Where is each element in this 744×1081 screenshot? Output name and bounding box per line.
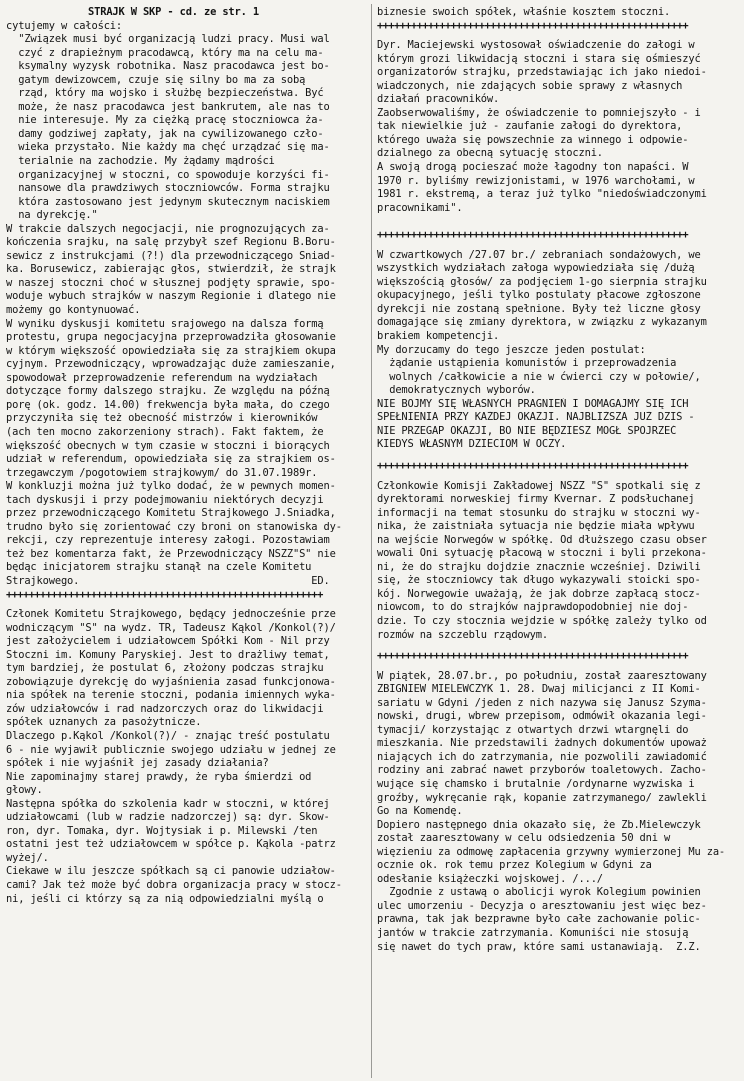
text-line: Dyr. Maciejewski wystosował oświadczenie do załogi w bbox=[377, 39, 695, 52]
text-line: udziałowcami (lub w radzie nadzorczej) są: dyr. Skow- bbox=[6, 811, 330, 824]
text-line: NIE PRZEGAP OKAZJI, BO NIE BĘDZIESZ MOGŁ SPOJRZEĆ bbox=[377, 424, 677, 437]
text-line: wowali Oni sytuację płacową w stoczni i byli przekona- bbox=[377, 547, 707, 560]
sondaz-article-text bbox=[377, 249, 738, 452]
text-line: czyć z drapieżnym pracodawcą, który ma na celu ma- bbox=[6, 46, 324, 59]
text-line: tym bardziej, że postulat 6, złożony podczas strajku bbox=[6, 662, 324, 675]
text-line: niających ich do zatrzymania, nie pozwolili zawiadomić bbox=[377, 750, 707, 763]
text-line: mieszkania. Nie przedstawili żadnych dokumentów upoważ bbox=[377, 737, 707, 750]
text-line: wyżej/. bbox=[6, 851, 49, 864]
text-line: W piątek, 28.07.br., po południu, został zaaresztowany bbox=[377, 669, 707, 682]
text-line: ostatni jest też udziałowcem w spółce p. Kąkola -patrz bbox=[6, 838, 336, 851]
text-line: ni, jeśli ci którzy są za nią odpowiedzialni myślą o bbox=[6, 892, 324, 905]
text-line: cyjnym. Przewodniczący, wprowadzając duże zamieszanie, bbox=[6, 358, 336, 371]
text-line: jest założycielem i udziałowcem Spółki Kom - Nil przy bbox=[6, 635, 330, 648]
text-line: się, że stoczniowcy tak długo wykazywali stoicki spo- bbox=[377, 574, 701, 587]
text-line: odesłanie książeczki wojskowej. /.../ bbox=[377, 872, 603, 885]
text-line: rekcji, czy reprezentuje interesy załogi. Pozostawiam bbox=[6, 534, 330, 547]
text-line: demokratycznych wyborów. bbox=[377, 384, 536, 397]
text-line: Członkowie Komisji Zakładowej NSZZ "S" spotkali się z bbox=[377, 479, 701, 492]
text-line: większością głosów/ za podjęciem 1-go sierpnia strajku bbox=[377, 275, 707, 288]
text-line: W konkluzji można już tylko dodać, że w pewnych momen- bbox=[6, 480, 336, 493]
text-line: działań pracowników. bbox=[377, 93, 500, 106]
text-line: prawna, tak jak bezprawne było całe zachowanie polic- bbox=[377, 913, 701, 926]
text-line: więzieniu za odmowę zapłacenia grzywny wymierzonej Mu za- bbox=[377, 845, 726, 858]
text-line: ron, dyr. Tomaka, dyr. Wojtysiak i p. Milewski /ten bbox=[6, 824, 318, 837]
spolki-article-text bbox=[6, 608, 368, 906]
text-line: Następna spółka do szkolenia kadr w stoczni, w której bbox=[6, 797, 330, 810]
text-line: A swoją drogą pocieszać może łagodny ton napaści. W bbox=[377, 161, 689, 174]
text-line: ZBIGNIEW MIELEWCZYK 1. 28. Dwaj milicjanci z II Komi- bbox=[377, 683, 701, 696]
text-line: na wejście Norwegów w spółkę. Od dłuższego czasu obser bbox=[377, 533, 707, 546]
text-line: spowodował przeprowadzenie referendum na wydziałach bbox=[6, 371, 318, 384]
text-line: okupacyjnego, jeśli tylko postulaty płacowe zgłoszone bbox=[377, 289, 701, 302]
text-line: ni, że do strajku dojdzie znacznie wcześniej. Dziwili bbox=[377, 560, 701, 573]
text-line: może, że nasz pracodawca jest bankrutem, ale nas to bbox=[6, 100, 330, 113]
text-line: przyczyniła się też obecność mistrzów i kierowników bbox=[6, 412, 318, 425]
text-line: KIEDYŚ WŁASNYM DZIECIOM W OCZY. bbox=[377, 438, 567, 451]
separator-line: ++++++++++++++++++++++++++++++++++++++++++++++++++++++++ bbox=[6, 588, 323, 601]
text-line: nansowe dla prawdziwych stoczniowców. Forma strajku bbox=[6, 182, 330, 195]
text-line: Zaobserwowaliśmy, że oświadczenie to pomniejszyło - i bbox=[377, 106, 701, 119]
separator-line: +++++++++++++++++++++++++++++++++++++++++++++++++++++++ bbox=[377, 459, 689, 472]
arrest-article-text bbox=[377, 670, 738, 954]
text-line: tach dyskusji i przy podejmowaniu niektórych decyzji bbox=[6, 493, 324, 506]
text-line: terialnie na zachodzie. My żądamy mądrości bbox=[6, 155, 275, 168]
text-line: kończenia srajku, na salę przybył szef Regionu B.Boru- bbox=[6, 236, 336, 249]
text-line: 1981 r. ekstremą, a teraz już tylko "niedoświadczonymi bbox=[377, 188, 707, 201]
text-line: wolnych /całkowicie a nie w ćwierci czy w połowie/, bbox=[377, 370, 701, 383]
text-line: Go na Komendę. bbox=[377, 805, 463, 818]
text-line: wieka przystało. Nie każdy ma chęć urządzać się ma- bbox=[6, 141, 330, 154]
text-line: cytujemy w całości: bbox=[6, 19, 123, 32]
text-line: organizacyjnej w stoczni, co spowoduje korzyści fi- bbox=[6, 168, 330, 181]
text-line: się nawet do tych praw, które sami ustanawiają. Z.Z. bbox=[377, 940, 701, 953]
text-line: brakiem kompetencji. bbox=[377, 330, 500, 343]
text-line: dyrektorami norweskiej firmy Kvernar. Z podsłuchanej bbox=[377, 493, 695, 506]
text-line: informacji na temat stosunku do strajku w stoczni wy- bbox=[377, 506, 701, 519]
text-line: ksymalny wyzysk robotnika. Nasz pracodawca jest bo- bbox=[6, 60, 330, 73]
text-line: SPEŁNIENIA PRZY KAŻDEJ OKAZJI. NAJBLIŻSZA JUŻ DZIŚ - bbox=[377, 411, 695, 424]
text-line: przez przewodniczącego Komitetu Strajkowego J.Sniadka, bbox=[6, 507, 336, 520]
text-line: domagające się zmiany dyrektora, w związku z wykazanym bbox=[377, 316, 707, 329]
text-line: nie interesuje. My za ciężką pracę stoczniowca ża- bbox=[6, 114, 324, 127]
text-line: tak niewielkie już - zaufanie załogi do dyrektora, bbox=[377, 120, 683, 133]
text-line: wiadczonych, nie zdających sobie sprawy z własnych bbox=[377, 79, 683, 92]
text-line: którym grozi likwidacją stoczni i stara się ośmieszyć bbox=[377, 52, 701, 65]
text-line: sewicz z instrukcjami (?!) dla przewodniczącego Sniad- bbox=[6, 249, 336, 262]
text-line: spółek uznanych za pasożytnicze. bbox=[6, 716, 202, 729]
text-line: udział w referendum, opowiedziała się za strajkiem os- bbox=[6, 453, 336, 466]
kvernar-article-text bbox=[377, 480, 738, 643]
text-line: W wyniku dyskusji komitetu srajowego na dalsza formą bbox=[6, 317, 324, 330]
separator-line: +++++++++++++++++++++++++++++++++++++++++++++++++++++++ bbox=[377, 650, 689, 663]
text-line: jantów w trakcie zatrzymania. Komuniści nie stosują bbox=[377, 927, 689, 939]
text-line: W trakcie dalszych negocjacji, nie prognozujących za- bbox=[6, 222, 330, 235]
text-line: kój. Norwegowie uważają, że jak dobrze zapłacą stocz- bbox=[377, 587, 701, 600]
text-line: organizatorów strajku, przedstawiając ich jako niedoi- bbox=[377, 66, 707, 79]
text-line: trudno było się zorientować czy broni on stanowiska dy- bbox=[6, 520, 342, 533]
text-line: pracownikami". bbox=[377, 201, 463, 214]
text-line: został zaaresztowany w celu odsiedzenia 50 dni w bbox=[377, 832, 671, 845]
text-line: nika, że zaistniała sytuacja nie będzie miała wpływu bbox=[377, 520, 695, 533]
text-line: trzegawczym /pogotowiem strajkowym/ do 31.07.1989r. bbox=[6, 466, 318, 479]
maciejewski-article-text bbox=[377, 39, 738, 215]
text-line: cami? Jak też może być dobra organizacja pracy w stocz- bbox=[6, 879, 342, 891]
text-line: 6 - nie wyjawił publicznie swojego udziału w jednej ze bbox=[6, 743, 336, 756]
text-line: Stoczni im. Komuny Paryskiej. Jest to drażliwy temat, bbox=[6, 648, 330, 661]
text-line: protestu, grupa negocjacyjna przeprowadziła głosowanie bbox=[6, 331, 336, 344]
text-line: nia spółek na terenie stoczni, podania imiennych wyka- bbox=[6, 689, 336, 702]
text-line: dzie. To czy stocznia wejdzie w spółkę zależy tylko od bbox=[377, 614, 707, 627]
text-line: w naszej stoczni choć w słusznej podjęty sprawie, spo- bbox=[6, 276, 336, 289]
text-line: dyrekcji nie zostaną spełnione. Były też liczne głosy bbox=[377, 302, 701, 315]
text-line: rozmów na szczeblu rządowym. bbox=[377, 628, 548, 641]
text-line: ka. Borusewicz, zabierając głos, stwierdził, że strajk bbox=[6, 263, 336, 276]
text-line: Strajkowego. ED. bbox=[6, 574, 330, 587]
text-line: biznesie swoich spółek, właśnie kosztem stoczni. bbox=[377, 6, 671, 18]
text-line: rodziny ani zabrać nawet przyborów toaletowych. Zacho- bbox=[377, 764, 707, 777]
text-line: która zastosowano jest jedynym skutecznym naciskiem bbox=[6, 195, 330, 208]
continuation-header: STRAJK W SKP - cd. ze str. 1 bbox=[88, 6, 259, 18]
text-line: NIE BOJMY SIĘ WŁASNYCH PRAGNIEŃ I DOMAGAJMY SIĘ ICH bbox=[377, 397, 689, 410]
text-line: damy godziwej zapłaty, jak na cywilizowanego czło- bbox=[6, 127, 324, 140]
text-line: (ach ten mocno zakorzeniony strach). Fakt faktem, że bbox=[6, 425, 324, 438]
right-column bbox=[377, 6, 738, 954]
separator-line: +++++++++++++++++++++++++++++++++++++++++++++++++++++++ bbox=[377, 229, 689, 242]
text-line: porę (ok. godz. 14.00) frekwencja była mała, do czego bbox=[6, 398, 330, 411]
text-line: Członek Komitetu Strajkowego, będący jednocześnie prze bbox=[6, 608, 336, 621]
left-column bbox=[6, 6, 368, 906]
text-line: Nie zapominajmy starej prawdy, że ryba śmierdzi od bbox=[6, 770, 312, 783]
text-line: niowcom, to do strajków najprawdopodobniej nie doj- bbox=[377, 601, 689, 614]
text-line: ulec umorzeniu - Decyzja o aresztowaniu jest więc bez- bbox=[377, 899, 707, 912]
text-line: woduje wybuch strajków w naszym Regionie i dlatego nie bbox=[6, 290, 336, 303]
text-line: wodniczącym "S" na wydz. TR, Tadeusz Kąkol /Konkol(?)/ bbox=[6, 621, 336, 634]
left-article-text bbox=[6, 20, 368, 589]
text-line: możemy go kontynuować. bbox=[6, 304, 141, 317]
column-divider bbox=[371, 4, 372, 1078]
text-line: 1970 r. byliśmy rewizjonistami, w 1976 warchołami, w bbox=[377, 174, 695, 187]
text-line: My dorzucamy do tego jeszcze jeden postulat: bbox=[377, 343, 646, 356]
text-line: będąc inicjatorem strajku stanął na czele Komitetu bbox=[6, 561, 312, 574]
text-line: którego uważa się powszechnie za winnego i odpowie- bbox=[377, 133, 689, 146]
text-line: "Związek musi być organizacją ludzi pracy. Musi wal bbox=[6, 33, 330, 46]
text-line: Dlaczego p.Kąkol /Konkol(?)/ - znając treść postulatu bbox=[6, 729, 330, 742]
text-line: Zgodnie z ustawą o abolicji wyrok Kolegium powinien bbox=[377, 886, 701, 899]
text-line: Dopiero następnego dnia okazało się, że Zb.Mielewczyk bbox=[377, 818, 701, 831]
text-line: wujące się chamsko i brutalnie /ordynarne wyzwiska i bbox=[377, 777, 695, 790]
text-line: ocznie ok. rok temu przez Kolegium w Gdyni za bbox=[377, 859, 652, 872]
text-line: nowski, drugi, wbrew przepisom, odmówił okazania legi- bbox=[377, 710, 707, 723]
text-line: w którym większość opowiedziała się za strajkiem okupa bbox=[6, 344, 336, 357]
text-line: wszystkich wydziałach załoga wypowiedziała się /dużą bbox=[377, 262, 695, 275]
text-line: sariatu w Gdyni /jeden z nich nazywa się Janusz Szyma- bbox=[377, 696, 707, 709]
text-line: spółek i nie wyjaśnił jej zasady działania? bbox=[6, 757, 269, 770]
text-line: też bez komentarza fakt, że Przewodniczący NSZZ"S" nie bbox=[6, 547, 336, 560]
text-line: tymacji/ korzystając z otwartych drzwi wtargnęli do bbox=[377, 723, 689, 736]
text-line: zobowiązuje dyrekcję do wyjaśnienia zasad funkcjonowa- bbox=[6, 675, 336, 688]
text-line: Ciekawe w ilu jeszcze spółkach są ci panowie udziałow- bbox=[6, 865, 336, 878]
text-line: na dyrekcję." bbox=[6, 209, 98, 222]
text-line: dotyczące formy dalszego strajku. Ze względu na późną bbox=[6, 385, 330, 398]
text-line: gatym dewizowcem, czuje się silny bo ma za sobą bbox=[6, 73, 306, 86]
text-line: rząd, który ma wojsko i służbę bezpieczeństwa. Być bbox=[6, 87, 324, 100]
text-line: W czwartkowych /27.07 br./ zebraniach sondażowych, we bbox=[377, 248, 701, 261]
text-line: większość obecnych w tym czasie w stoczni i biorących bbox=[6, 439, 330, 452]
text-line: głowy. bbox=[6, 784, 43, 797]
text-line: żądanie ustąpienia komunistów i przeprowadzenia bbox=[377, 357, 677, 370]
text-line: groźby, wykręcanie rąk, kopanie zatrzymanego/ zawlekli bbox=[377, 791, 707, 804]
text-line: dzialnego za obecną sytuację stoczni. bbox=[377, 147, 603, 160]
right-continuation-text bbox=[377, 6, 738, 20]
separator-line: +++++++++++++++++++++++++++++++++++++++++++++++++++++++ bbox=[377, 19, 689, 32]
text-line: zów udziałowców i rad nadzorczych oraz do likwidacji bbox=[6, 702, 324, 715]
